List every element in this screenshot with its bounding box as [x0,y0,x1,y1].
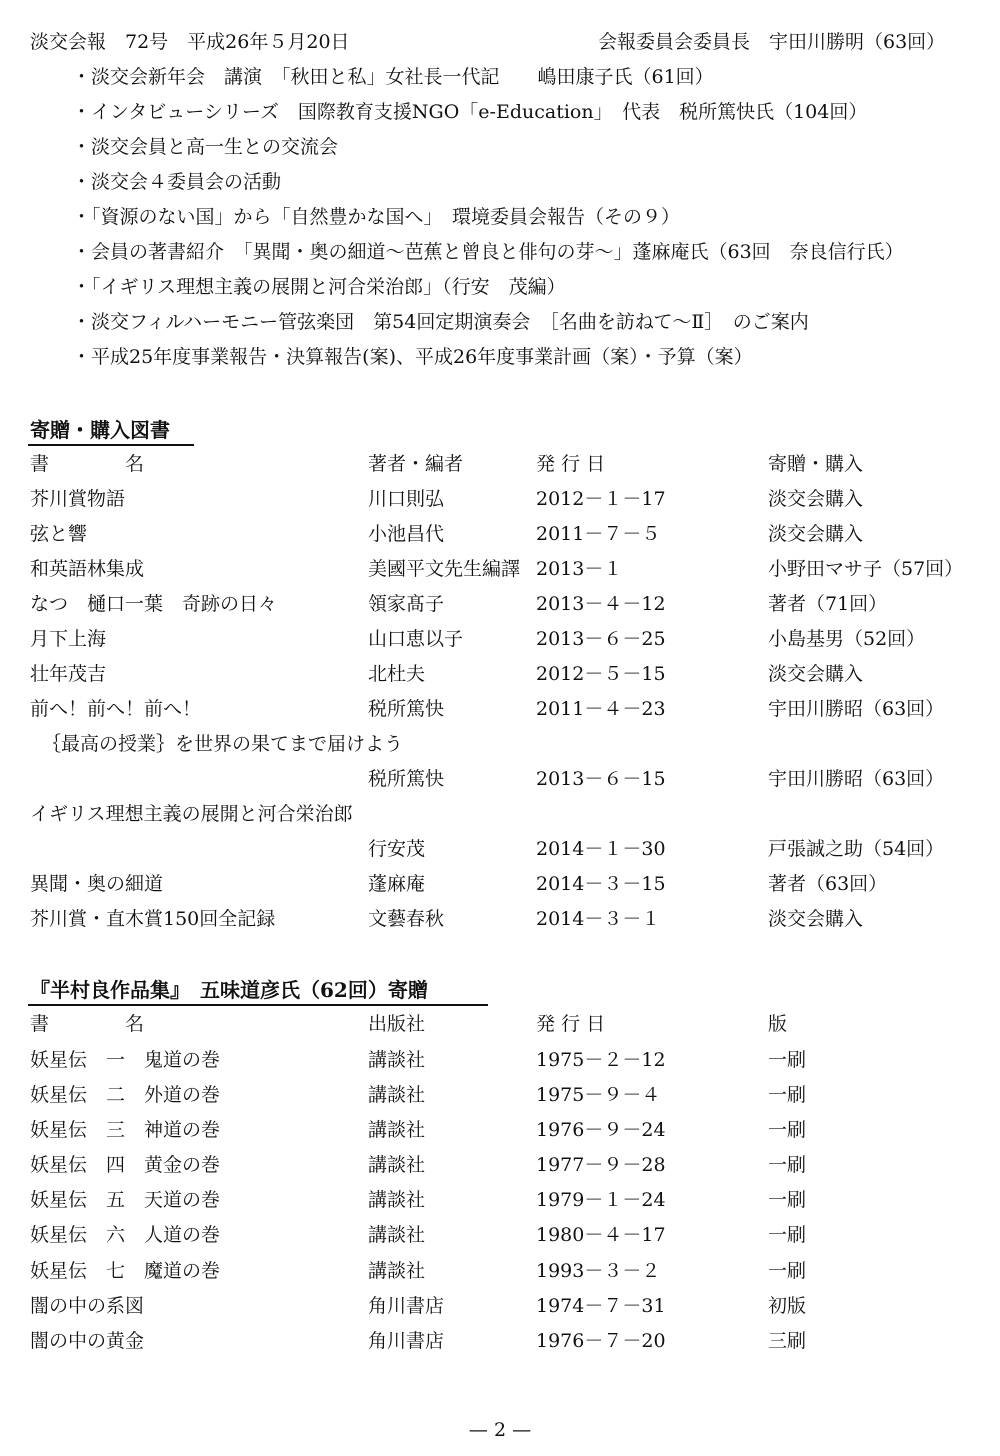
book-date: 1980－４－17 [536,1224,666,1246]
contents-item: ・淡交会新年会 講演 「秋田と私」女社長一代記 嶋田康子氏（61回） [72,66,714,88]
book-author: 川口則弘 [368,488,445,510]
book-source: 淡交会購入 [768,523,864,545]
table-row [0,1150,1000,1180]
table-row [0,624,1000,654]
book-source: 淡交会購入 [768,663,864,685]
table-row [0,554,1000,584]
book-date: 2011－７－５ [536,523,661,545]
book-date: 1975－２－12 [536,1049,666,1071]
book-title: 妖星伝 二 外道の巻 [30,1084,221,1106]
book-author: 文藝春秋 [368,908,445,930]
book-date: 2014－１－30 [536,838,666,860]
contents-item: ・「イギリス理想主義の展開と河合栄治郎」（行安 茂編） [72,276,566,298]
book-source: 著者（63回） [768,873,888,895]
book-edition: 一刷 [768,1154,807,1176]
table-row [0,1220,1000,1250]
book-date: 1975－９－４ [536,1084,661,1106]
book-source: 淡交会購入 [768,488,864,510]
table-row [0,799,1000,829]
column-header-edition: 版 [768,1013,788,1035]
book-title: 芥川賞物語 [30,488,126,510]
book-author: 蓬麻庵 [368,873,426,895]
book-edition: 一刷 [768,1049,807,1071]
book-source: 淡交会購入 [768,908,864,930]
book-edition: 一刷 [768,1260,807,1282]
table-row [0,1080,1000,1110]
book-edition: 一刷 [768,1084,807,1106]
book-author: 小池昌代 [368,523,445,545]
column-header-source: 寄贈・購入 [768,453,864,475]
column-header-title: 書 名 [30,1013,145,1035]
book-publisher: 講談社 [368,1049,426,1071]
book-publisher: 講談社 [368,1260,426,1282]
book-date: 1976－９－24 [536,1119,666,1141]
table-row [0,729,1000,759]
book-title: 妖星伝 六 人道の巻 [30,1224,221,1246]
book-title: 闇の中の黄金 [30,1330,145,1352]
column-header-author: 著者・編者 [368,453,464,475]
book-date: 2013－４－12 [536,593,666,615]
column-header-publisher: 出版社 [368,1013,426,1035]
book-title: 弦と響 [30,523,88,545]
table-row [0,1045,1000,1075]
table-row [0,1185,1000,1215]
book-title: 芥川賞・直木賞150回全記録 [30,908,276,930]
table-row [0,1115,1000,1145]
book-date: 1974－７－31 [536,1295,666,1317]
book-publisher: 講談社 [368,1119,426,1141]
book-edition: 一刷 [768,1224,807,1246]
newsletter-header [0,27,1000,57]
table-row [0,1291,1000,1321]
book-source: 宇田川勝昭（63回） [768,698,945,720]
book-edition: 三刷 [768,1330,807,1352]
book-author: 税所篤快 [368,698,445,720]
table-row [0,519,1000,549]
book-source: 著者（71回） [768,593,888,615]
book-edition: 一刷 [768,1119,807,1141]
book-title: 妖星伝 一 鬼道の巻 [30,1049,221,1071]
book-publisher: 講談社 [368,1084,426,1106]
book-title: 妖星伝 七 魔道の巻 [30,1260,221,1282]
table-row [0,484,1000,514]
book-publisher: 角川書店 [368,1295,445,1317]
book-publisher: 講談社 [368,1224,426,1246]
book-title: 妖星伝 五 天道の巻 [30,1189,221,1211]
table-row [0,904,1000,934]
column-header-title: 書 名 [30,453,145,475]
book-edition: 初版 [768,1295,807,1317]
contents-item: ・平成25年度事業報告・決算報告(案)、平成26年度事業計画（案）・予算（案） [72,346,753,368]
table-row [0,1256,1000,1286]
contents-item: ・淡交会４委員会の活動 [72,171,282,193]
book-title: なつ 樋口一葉 奇跡の日々 [30,593,278,615]
book-edition: 一刷 [768,1189,807,1211]
book-title: 闇の中の系図 [30,1295,145,1317]
books-table-header [0,449,1000,479]
book-title: イギリス理想主義の展開と河合栄治郎 [30,803,353,825]
column-header-date: 発 行 日 [536,1013,606,1035]
book-author: 北杜夫 [368,663,426,685]
book-date: 1976－７－20 [536,1330,666,1352]
book-date: 2013－１ [536,558,623,580]
book-date: 1977－９－28 [536,1154,666,1176]
section-underline [28,1004,488,1006]
book-date: 2014－３－15 [536,873,666,895]
hanmura-section-title: 『半村良作品集』 五味道彦氏（62回）寄贈 [30,978,428,1002]
book-author: 山口恵以子 [368,628,464,650]
book-publisher: 角川書店 [368,1330,445,1352]
section-underline [28,444,194,446]
page-number: — 2 — [468,1419,532,1441]
book-source: 小島基男（52回） [768,628,926,650]
book-title: 和英語林集成 [30,558,145,580]
table-row [0,694,1000,724]
book-date: 1979－１－24 [536,1189,666,1211]
book-source: 宇田川勝昭（63回） [768,768,945,790]
book-source: 戸張誠之助（54回） [768,838,945,860]
book-author: 行安茂 [368,838,426,860]
table-row [0,869,1000,899]
contents-item: ・淡交フィルハーモニー管弦楽団 第54回定期演奏会 ［名曲を訪ねて〜Ⅱ］ のご案内 [72,311,809,333]
table-row [0,589,1000,619]
book-publisher: 講談社 [368,1154,426,1176]
table-row [0,1326,1000,1356]
book-date: 2012－５－15 [536,663,666,685]
book-title: 妖星伝 三 神道の巻 [30,1119,221,1141]
editor-info: 会報委員会委員長 宇田川勝明（63回） [598,31,946,53]
book-title: 前へ！前へ！前へ！ [30,698,202,720]
book-date: 2013－６－15 [536,768,666,790]
book-date: 1993－３－２ [536,1260,661,1282]
issue-info: 淡交会報 72号 平成26年５月20日 [30,31,350,53]
book-title: 異聞・奥の細道 [30,873,164,895]
book-date: 2011－４－23 [536,698,666,720]
contents-item: ・「資源のない国」から「自然豊かな国へ」 環境委員会報告（その９） [72,206,681,228]
book-title: 壮年茂吉 [30,663,107,685]
hanmura-table-header [0,1009,1000,1039]
book-source: 小野田マサ子（57回） [768,558,964,580]
table-row [0,659,1000,689]
table-row [0,834,1000,864]
contents-item: ・淡交会員と高一生との交流会 [72,136,339,158]
book-publisher: 講談社 [368,1189,426,1211]
book-title: 月下上海 [30,628,107,650]
book-date: 2014－３－１ [536,908,661,930]
column-header-date: 発 行 日 [536,453,606,475]
book-title: ｛最高の授業｝を世界の果てまで届けよう [42,733,404,755]
book-author: 美國平文先生編譯 [368,558,521,580]
book-author: 税所篤快 [368,768,445,790]
books-section-title: 寄贈・購入図書 [30,418,170,442]
table-row [0,764,1000,794]
contents-item: ・インタビューシリーズ 国際教育支援NGO「e-Education」 代表 税所篤快氏（104回） [72,101,868,123]
book-title: 妖星伝 四 黄金の巻 [30,1154,221,1176]
contents-item: ・会員の著書紹介 「異聞・奥の細道〜芭蕉と曾良と俳句の芽〜」蓬麻庵氏（63回 奈良信行氏） [72,241,904,263]
book-date: 2012－１－17 [536,488,666,510]
book-author: 領家髙子 [368,593,445,615]
book-date: 2013－６－25 [536,628,666,650]
